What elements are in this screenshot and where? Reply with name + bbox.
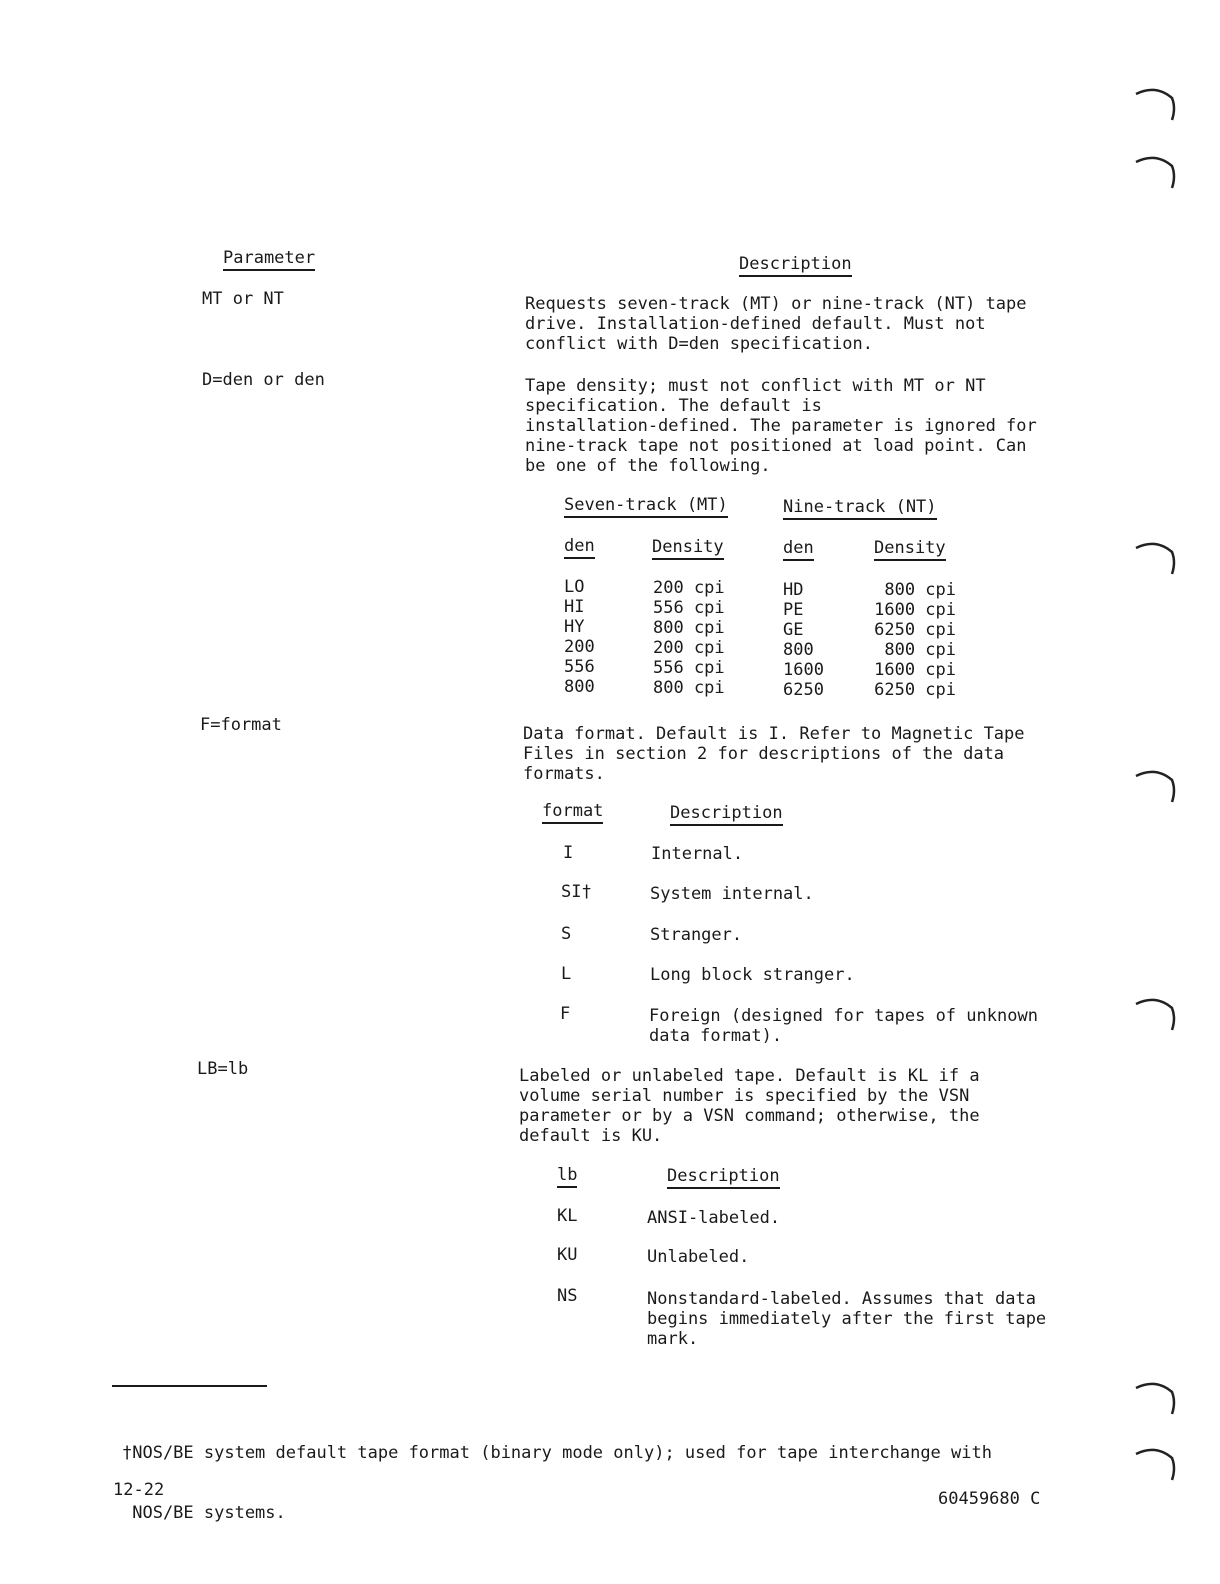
binder-mark-icon	[1134, 154, 1178, 194]
param-lb: LB=lb	[197, 1059, 249, 1079]
table-cell: Unlabeled.	[647, 1247, 750, 1267]
table-cell: 800 cpi	[884, 640, 956, 660]
table-cell: 6250 cpi	[874, 620, 956, 640]
table-cell: HY	[564, 617, 585, 637]
table-cell: GE	[783, 620, 804, 640]
table-cell: Internal.	[651, 844, 744, 864]
param-mt-nt: MT or NT	[202, 289, 284, 309]
footnote: †NOS/BE system default tape format (binary mode only); used for tape interchange with NOS/BE systems.	[122, 1443, 992, 1523]
seven-density-column	[653, 578, 725, 698]
table-cell: 800 cpi	[653, 618, 725, 638]
table-cell: 800 cpi	[653, 678, 725, 698]
table-cell: 200	[564, 637, 595, 657]
table-cell: S	[561, 924, 572, 944]
table-cell: Foreign (designed for tapes of unknown data format).	[649, 1006, 1038, 1046]
table-cell: PE	[783, 600, 804, 620]
table-cell: KL	[557, 1206, 578, 1226]
table-cell: 556	[564, 657, 595, 677]
nine-density-column	[862, 580, 956, 700]
table-cell: L	[561, 964, 572, 984]
param-den: D=den or den	[202, 370, 325, 390]
nine-den-column	[783, 580, 824, 700]
table-cell: 200 cpi	[653, 638, 725, 658]
table-cell: 1600	[783, 660, 824, 680]
seven-track-title: Seven-track (MT)	[564, 495, 728, 518]
table-cell: ANSI-labeled.	[647, 1208, 781, 1228]
footnote-rule	[112, 1385, 267, 1387]
format-desc-header: Description	[670, 803, 783, 826]
table-cell: I	[563, 843, 574, 863]
table-cell: KU	[557, 1245, 578, 1265]
table-cell: System internal.	[650, 884, 814, 904]
table-cell: Long block stranger.	[650, 965, 855, 985]
table-cell: SI†	[561, 882, 592, 902]
lb-col-header: lb	[557, 1165, 577, 1188]
table-cell: F	[560, 1004, 571, 1024]
table-cell: 1600 cpi	[874, 660, 956, 680]
table-cell: HI	[564, 597, 585, 617]
binder-mark-icon	[1134, 996, 1178, 1036]
nine-track-title: Nine-track (NT)	[783, 497, 937, 520]
table-cell: 800	[783, 640, 814, 660]
binder-mark-icon	[1134, 540, 1178, 580]
param-format-description: Data format. Default is I. Refer to Magnetic Tape Files in section 2 for descriptions of the data formats.	[523, 724, 1025, 784]
table-cell: 800	[564, 677, 595, 697]
parameter-header: Parameter	[223, 248, 315, 271]
lb-desc-header: Description	[667, 1166, 780, 1189]
description-header: Description	[739, 254, 852, 277]
table-cell: 800 cpi	[884, 580, 956, 600]
nine-density-header: Density	[874, 538, 946, 561]
param-format: F=format	[200, 715, 282, 735]
table-cell: NS	[557, 1286, 578, 1306]
param-lb-description: Labeled or unlabeled tape. Default is KL if a volume serial number is specified by the VSN parameter or by a VSN command; otherwise, the default is KU.	[519, 1066, 980, 1146]
table-cell: 6250 cpi	[874, 680, 956, 700]
table-cell: 200 cpi	[653, 578, 725, 598]
table-cell: 6250	[783, 680, 824, 700]
table-cell: 556 cpi	[653, 658, 725, 678]
seven-den-header: den	[564, 536, 595, 559]
binder-mark-icon	[1134, 1380, 1178, 1420]
page-number: 12-22	[113, 1480, 165, 1500]
table-cell: Nonstandard-labeled. Assumes that data begins immediately after the first tape mark.	[647, 1289, 1047, 1349]
format-col-header: format	[542, 801, 603, 824]
param-den-description: Tape density; must not conflict with MT or NT specification. The default is installation-defined. The parameter is ignored for nine-track tape not positioned at load point. Can be one of the following.	[525, 376, 1037, 476]
table-cell: Stranger.	[650, 925, 743, 945]
seven-density-header: Density	[652, 537, 724, 560]
seven-den-column	[564, 577, 595, 697]
binder-mark-icon	[1134, 768, 1178, 808]
binder-mark-icon	[1134, 86, 1178, 126]
table-cell: LO	[564, 577, 585, 597]
nine-den-header: den	[783, 538, 814, 561]
param-mt-nt-description: Requests seven-track (MT) or nine-track (NT) tape drive. Installation-defined default. Must not conflict with D=den specification.	[525, 294, 1027, 354]
table-cell: HD	[783, 580, 804, 600]
document-number: 60459680 C	[938, 1489, 1041, 1509]
table-cell: 556 cpi	[653, 598, 725, 618]
table-cell: 1600 cpi	[874, 600, 956, 620]
binder-mark-icon	[1134, 1446, 1178, 1486]
